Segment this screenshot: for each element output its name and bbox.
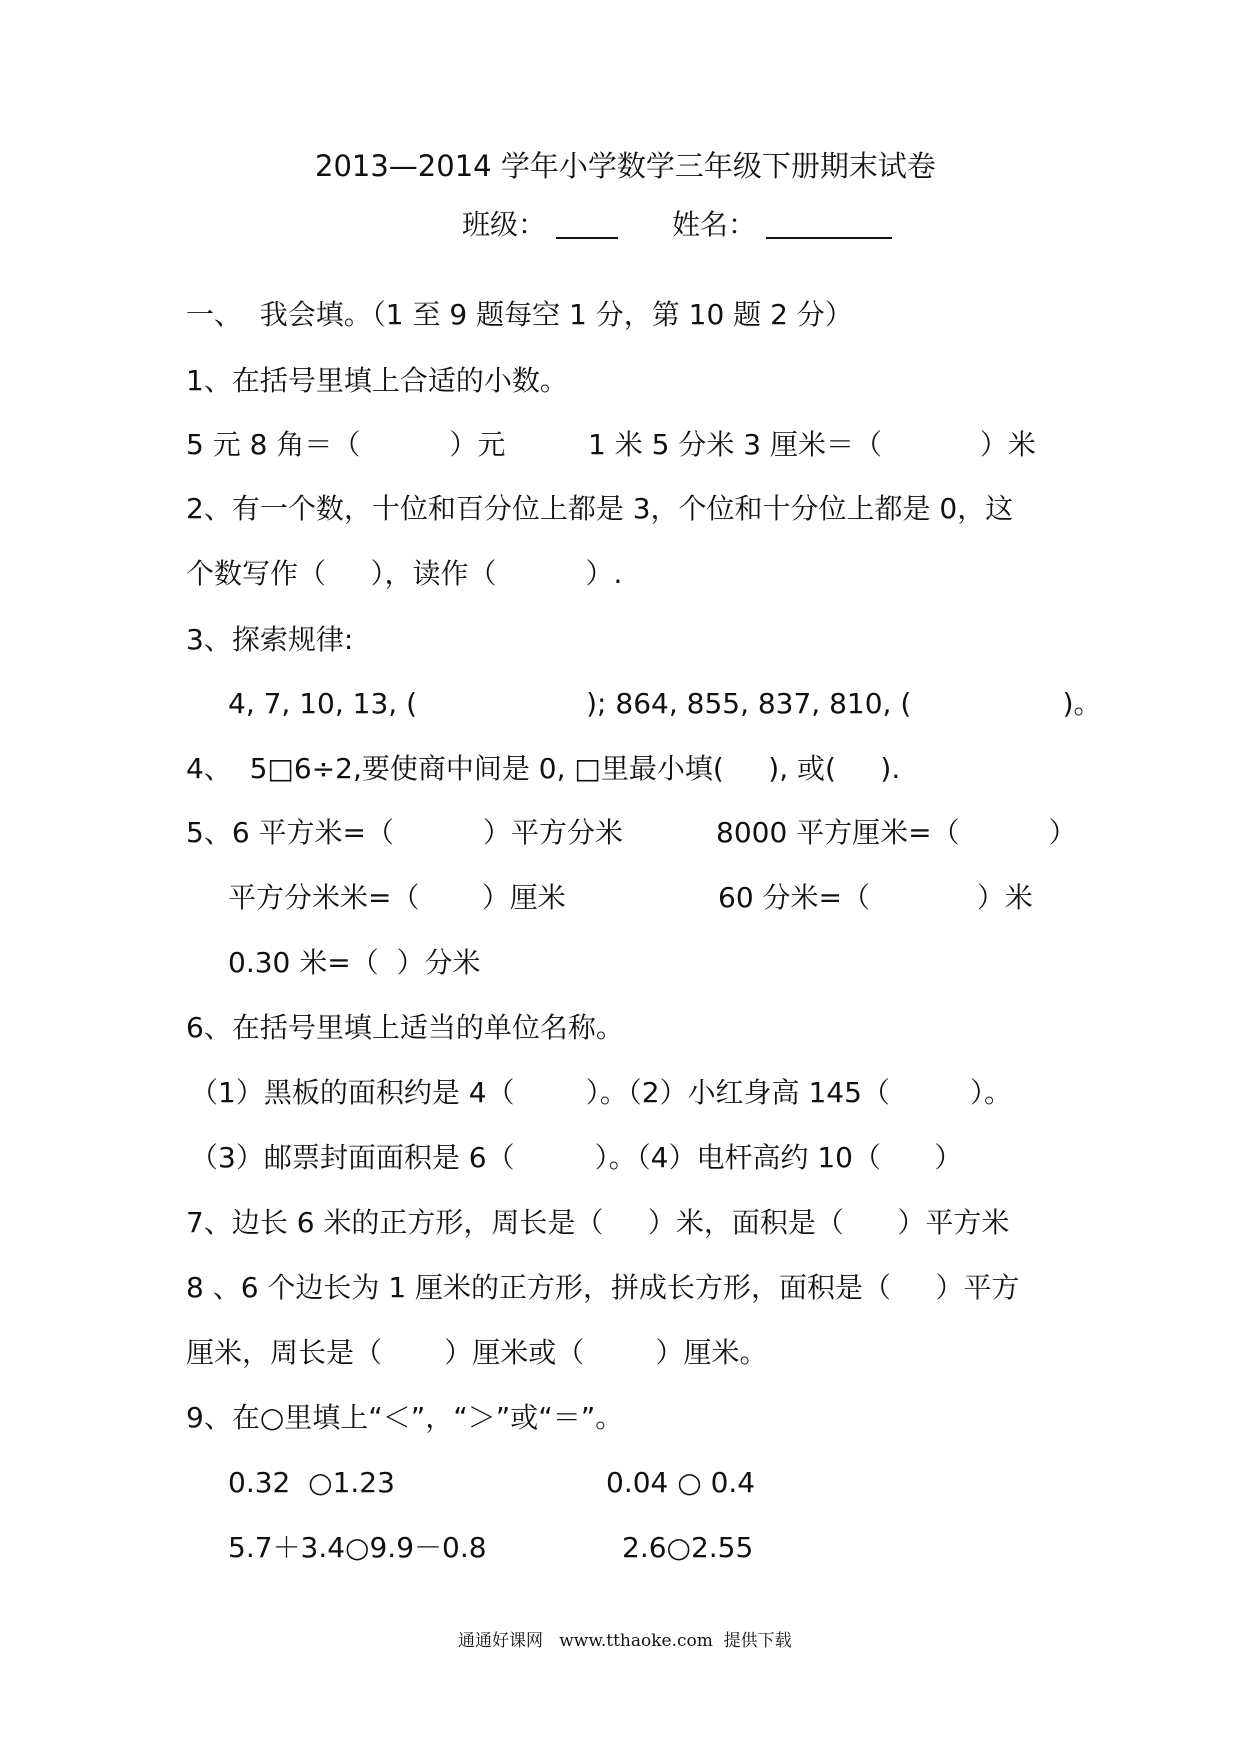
q6-line1: （1）黑板的面积约是 4（ ）。（2）小红身高 145（ ）。 — [190, 1076, 1012, 1109]
q2-line1: 2、有一个数，十位和百分位上都是 3，个位和十分位上都是 0，这 — [186, 492, 1014, 525]
q9-item-c: 5.7＋3.4○9.9－0.8 — [228, 1531, 487, 1564]
q5-item-d: 60 分米=（ ）米 — [718, 881, 1033, 914]
q8-line2: 厘米，周长是（ ）厘米或（ ）厘米。 — [186, 1336, 768, 1369]
q7-text: 7、边长 6 米的正方形，周长是（ ）米，面积是（ ）平方米 — [186, 1206, 1010, 1239]
q5-item-c: 平方分米米=（ ）厘米 — [228, 881, 566, 914]
q1-item-b: 1 米 5 分米 3 厘米＝（ ）米 — [588, 428, 1036, 461]
q9-item-d: 2.6○2.55 — [622, 1531, 754, 1564]
q3-prompt: 3、探索规律: — [186, 623, 354, 656]
q6-line2: （3）邮票封面面积是 6（ ）。（4）电杆高约 10（ ） — [190, 1141, 963, 1174]
footer-credit: 通通好课网 www.tthaoke.com 提供下载 — [458, 1631, 792, 1651]
class-label: 班级： — [462, 208, 547, 241]
q5-item-b: 8000 平方厘米=（ ） — [716, 816, 1077, 849]
name-blank[interactable] — [766, 207, 892, 239]
page-title: 2013—2014 学年小学数学三年级下册期末试卷 — [315, 149, 936, 183]
q3-series: 4, 7, 10, 13, ( ); 864, 855, 837, 810, ( )。 — [228, 687, 1102, 720]
name-label: 姓名： — [672, 208, 757, 241]
section-heading: 一、 我会填。（1 至 9 题每空 1 分，第 10 题 2 分） — [186, 298, 853, 331]
q5-item-e: 0.30 米=（ ）分米 — [228, 946, 481, 979]
q9-item-b: 0.04 ○ 0.4 — [606, 1466, 756, 1499]
q4-text: 4、 5□6÷2,要使商中间是 0, □里最小填( ), 或( ). — [186, 752, 901, 785]
q1-item-a: 5 元 8 角＝（ ）元 — [186, 428, 506, 461]
q6-prompt: 6、在括号里填上适当的单位名称。 — [186, 1011, 624, 1044]
q9-item-a: 0.32 ○1.23 — [228, 1466, 395, 1499]
q9-prompt: 9、在○里填上“＜”，“＞”或“＝”。 — [186, 1401, 624, 1434]
q5-item-a: 5、6 平方米=（ ）平方分米 — [186, 816, 623, 849]
q1-prompt: 1、在括号里填上合适的小数。 — [186, 364, 568, 397]
q8-line1: 8 、6 个边长为 1 厘米的正方形，拼成长方形，面积是（ ）平方 — [186, 1271, 1020, 1304]
class-blank[interactable] — [556, 207, 618, 239]
q2-line2: 个数写作（ ），读作（ ）. — [186, 557, 623, 590]
